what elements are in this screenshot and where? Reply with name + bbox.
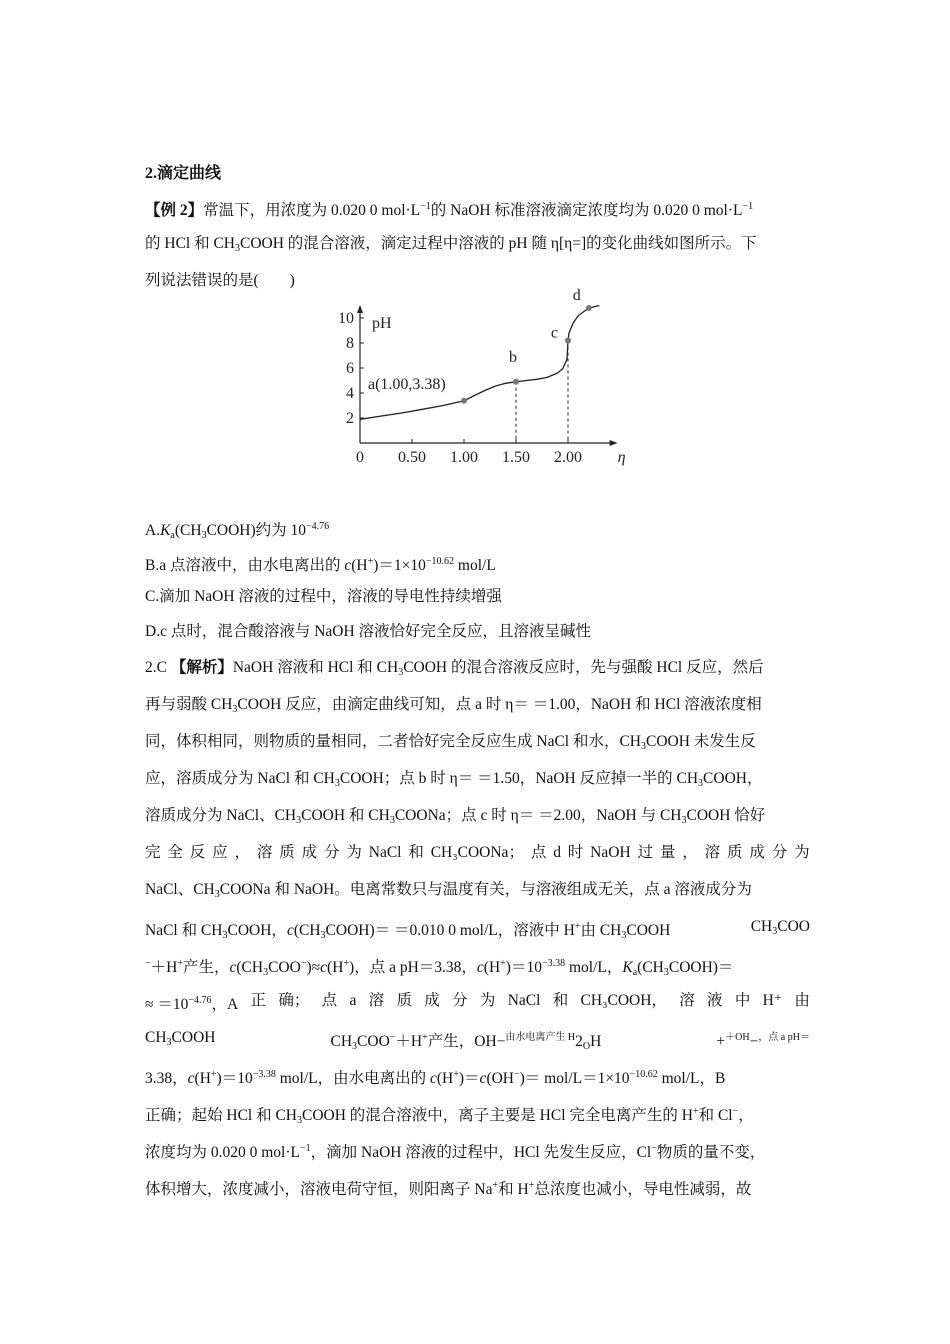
point-label: b — [509, 348, 517, 366]
data-point — [461, 398, 467, 404]
question-line-3: 列说法错误的是( ) — [145, 272, 295, 289]
x-tick-label: 1.50 — [502, 449, 530, 466]
analysis-line-8: NaCl 和 $CH_3COOH$，$c(CH_3COOH)= =0.010$ 0 mol/L，溶液中 H+由 $CH_3COOH$ $CH_3COO$ — [145, 918, 810, 941]
x-tick-label: 0 — [356, 449, 364, 466]
y-axis-label: pH — [372, 315, 392, 332]
option-c: C.滴加 NaOH 溶液的过程中，溶液的导电性持续增强 — [145, 588, 502, 605]
x-axis-label: η — [617, 449, 626, 466]
analysis-line-11: $CH_3COOH$ $CH_3COO^-+H^+$产生，$OH-^{由水电离产生 H}2_OH$ +$^{+OH}$−$^{,点 a pH=}$ — [145, 1029, 810, 1052]
analysis-line-15: 体积增大，浓度减小，溶液电荷守恒，则阳离子 Na+和 H+总浓度也减小，导电性减弱，故 — [145, 1180, 752, 1198]
titration-curve-figure — [330, 287, 626, 502]
section-heading: 2.滴定曲线 — [145, 165, 222, 182]
analysis-line-9: −＋H+产生，$c(CH_3COO^-)\approx c(H^+)$，点 a pH＝3.38，$c(H^+)=10^{-3.38}$ mol/L，$K_a(CH_3COOH)=$ — [145, 958, 734, 978]
point-label: d — [572, 287, 581, 304]
analysis-line-13: 正确；起始 HCl 和 $CH_3COOH$ 的混合溶液中，离子主要是 HCl 完全电离产生的 H+和 Cl−， — [145, 1106, 754, 1126]
analysis-line-6: 完 全 反 应 ， 溶 质 成 分 为 NaCl 和 CH₃COONa； 点 d 时 NaOH 过 量 ， 溶 质 成 分 为 — [145, 844, 810, 861]
y-axis-arrow — [357, 305, 363, 313]
option-a: $A.K_a(CH_3COOH)$约为 $10^{-4.76}$ — [145, 521, 330, 541]
option-b: B.a 点溶液中，由水电离出的 $c(H^+)=1\times 10^{-10.62}$ mol/L — [145, 556, 496, 574]
analysis-line-4: 应，溶质成分为 NaCl 和 $CH_3COOH$；点 b 时 η＝ ＝1.50，NaOH 反应掉一半的 $CH_3COOH$， — [145, 770, 763, 789]
analysis-tag: 【解析】 — [170, 659, 233, 676]
analysis-line-12: 3.38，$c(H^+)=10^{-3.38}$ mol/L，由水电离出的 c(H+)＝c(OH−)＝ mol/$L=1\times 10^{-10.62}$ mol/L，B — [145, 1069, 726, 1087]
point-label: a(1.00,3.38) — [368, 375, 446, 393]
analysis-line-1: 2.C 【解析】NaOH 溶液和 HCl 和 $CH_3COOH$ 的混合溶液反应时，先与强酸 HCl 反应，然后 — [145, 659, 764, 678]
analysis-line-5: 溶质成分为 NaCl、$CH_3COOH$ 和 $CH_3COONa$；点 c 时 η＝ ＝2.00，NaOH 与 $CH_3COOH$ 恰好 — [145, 807, 766, 826]
question-line-2: 的 HCl 和 $CH_3COOH$ 的混合溶液，滴定过程中溶液的 pH 随 η[η=]的变化曲线如图所示。下 — [145, 235, 757, 254]
y-tick-label: 10 — [338, 310, 354, 327]
y-tick-label: 4 — [346, 385, 354, 402]
example-tag: 【例 2】 — [145, 202, 204, 219]
analysis-line-10: ≈ $=10^{-4.76}$，A 正 确； 点 a 溶 质 成 分 为 NaCl 和 CH₃COOH， 溶 液 中 H⁺ 由 — [145, 992, 810, 1013]
data-point — [586, 305, 592, 311]
x-axis-arrow — [610, 440, 618, 446]
x-tick-label: 0.50 — [398, 449, 426, 466]
titration-curve-line — [360, 306, 599, 420]
y-tick-label: 6 — [346, 360, 354, 377]
x-tick-label: 2.00 — [554, 449, 582, 466]
y-tick-label: 2 — [346, 410, 354, 427]
analysis-line-2: 再与弱酸 $CH_3COOH$ 反应，由滴定曲线可知，点 a 时 η＝ ＝1.00，NaOH 和 HCl 溶液浓度相 — [145, 696, 762, 715]
analysis-line-3: 同，体积相同，则物质的量相同，二者恰好完全反应生成 NaCl 和水，$CH_3COOH$ 未发生反 — [145, 733, 756, 752]
y-tick-label: 8 — [346, 335, 354, 352]
x-tick-label: 1.00 — [450, 449, 478, 466]
data-point — [513, 379, 519, 385]
titration-chart — [330, 287, 626, 502]
option-d: D.c 点时，混合酸溶液与 NaOH 溶液恰好完全反应，且溶液呈碱性 — [145, 623, 592, 640]
question-line-1: 【例 2】常温下，用浓度为 0.020 0 $mol\cdot L^{-1}$的 NaOH 标准溶液滴定浓度均为 0.020 0 $mol\cdot L^{-1}$ — [145, 201, 754, 219]
analysis-line-7: NaCl、$CH_3COONa$ 和 NaOH。电离常数只与温度有关，与溶液组成无关，点 a 溶液成分为 — [145, 881, 752, 900]
point-label: c — [550, 324, 558, 342]
data-point — [565, 338, 571, 344]
analysis-line-14: 浓度均为 0.020 0 $mol\cdot L^{-1}$，滴加 NaOH 溶液的过程中，HCl 先发生反应，Cl−物质的量不变， — [145, 1143, 766, 1161]
